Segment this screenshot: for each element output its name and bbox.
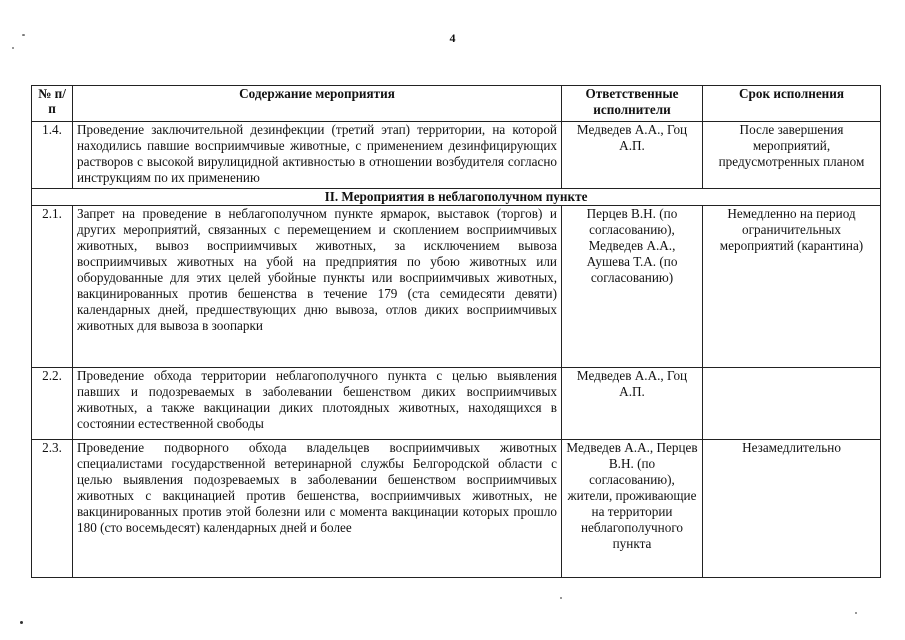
row-content: Проведение заключительной дезинфекции (третий этап) территории, на которой находились павшие восприимчивые животные, с применением дезинфицирующих растворов с высокой вирулицидной активностью в отношении возбудителя согласно инструкциям по их применению bbox=[73, 122, 562, 189]
table-row bbox=[32, 368, 881, 440]
header-number: № п/п bbox=[32, 86, 73, 122]
row-deadline bbox=[703, 368, 881, 440]
header-deadline: Срок исполнения bbox=[703, 86, 881, 122]
table-row bbox=[32, 440, 881, 578]
page-number: 4 bbox=[449, 31, 456, 45]
row-deadline: После завершения мероприятий, предусмотренных планом bbox=[703, 122, 881, 189]
row-responsible: Медведев А.А., Гоц А.П. bbox=[562, 368, 703, 440]
row-content: Проведение обхода территории неблагополучного пункта с целью выявления павших и подозреваемых в заболевании бешенством диких восприимчивых животных, а также вакцинации диких плотоядных животных, находящихся в состоянии естественной свободы bbox=[73, 368, 562, 440]
row-number: 2.3. bbox=[32, 440, 73, 578]
measures-table bbox=[31, 85, 881, 578]
header-responsible: Ответственные исполнители bbox=[562, 86, 703, 122]
row-responsible: Медведев А.А., Перцев В.Н. (по согласованию), жители, проживающие на территории неблагополучного пункта bbox=[562, 440, 703, 578]
row-content: Запрет на проведение в неблагополучном пункте ярмарок, выставок (торгов) и других мероприятий, связанных с перемещением и скоплением восприимчивых животных, вывоз восприимчивых животных, за исключением вывоза восприимчивых животных на убой на предприятия по убою животных или оборудованные для этих целей убойные пункты или восприимчивых животных, вакцинированных против бешенства в течение 179 (ста семидесяти девяти) календарных дней, предшествующих дню вывоза, отлов диких восприимчивых животных для вывоза в зоопарки bbox=[73, 206, 562, 368]
row-number: 2.1. bbox=[32, 206, 73, 368]
scan-speck bbox=[22, 34, 25, 36]
table-header-row bbox=[32, 86, 881, 122]
row-number: 1.4. bbox=[32, 122, 73, 189]
section-title: II. Мероприятия в неблагополучном пункте bbox=[32, 189, 881, 206]
section-row bbox=[32, 189, 881, 206]
row-number: 2.2. bbox=[32, 368, 73, 440]
row-responsible: Перцев В.Н. (по согласованию), Медведев А.А., Аушева Т.А. (по согласованию) bbox=[562, 206, 703, 368]
scan-speck bbox=[20, 621, 23, 624]
scan-speck bbox=[855, 612, 857, 614]
header-content: Содержание мероприятия bbox=[73, 86, 562, 122]
row-responsible: Медведев А.А., Гоц А.П. bbox=[562, 122, 703, 189]
row-content: Проведение подворного обхода владельцев восприимчивых животных специалистами государственной ветеринарной службы Белгородской области с целью выявления подозреваемых в заболевании бешенством восприимчивых животных с вакцинацией против бешенства, восприимчивых животных, не вакцинированных против этой болезни или с момента вакцинации которых прошло 180 (сто восемьдесят) календарных дней и более bbox=[73, 440, 562, 578]
row-deadline: Незамедлительно bbox=[703, 440, 881, 578]
row-deadline: Немедленно на период ограничительных мероприятий (карантина) bbox=[703, 206, 881, 368]
scan-speck bbox=[12, 47, 14, 49]
table-row bbox=[32, 206, 881, 368]
table-row bbox=[32, 122, 881, 189]
scan-speck bbox=[560, 597, 562, 599]
